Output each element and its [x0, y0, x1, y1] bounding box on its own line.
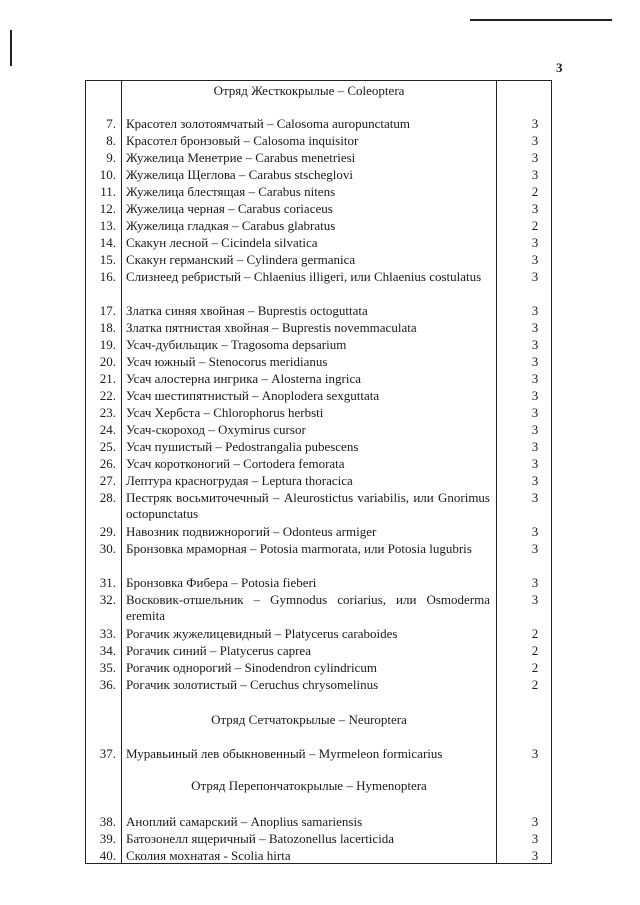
species-name: Жужелица Щеглова – Carabus stscheglovi — [126, 167, 353, 182]
category-value: 3 — [531, 746, 539, 761]
row-number: 38. — [99, 814, 116, 829]
row-number: 20. — [99, 354, 116, 369]
category-value: 3 — [531, 592, 539, 607]
section-header: Отряд Жесткокрылые – Coleoptera — [213, 83, 405, 98]
row-number: 31. — [99, 575, 116, 590]
species-name: Бронзовка Фибера – Potosia fieberi — [126, 575, 317, 590]
category-value: 3 — [531, 133, 539, 148]
species-name: Златка пятнистая хвойная – Buprestis novemmaculata — [126, 320, 417, 335]
category-value: 3 — [531, 150, 539, 165]
species-name: Скакун германский – Cylindera germanica — [126, 252, 356, 267]
species-name: Рогачик золотистый – Ceruchus chrysomelinus — [126, 677, 379, 692]
species-name: Златка синяя хвойная – Buprestis octoguttata — [126, 303, 368, 318]
category-value: 3 — [531, 541, 539, 556]
species-name: Усач южный – Stenocorus meridianus — [126, 354, 328, 369]
row-number: 24. — [99, 422, 116, 437]
scan-mark-left-bar — [10, 30, 12, 66]
species-name: Жужелица Менетрие – Carabus menetriesi — [126, 150, 356, 165]
section-header: Отряд Сетчатокрылые – Neuroptera — [211, 712, 407, 727]
row-number: 16. — [99, 269, 116, 284]
row-number: 9. — [106, 150, 116, 165]
row-number: 36. — [99, 677, 116, 692]
category-value: 3 — [531, 252, 539, 267]
category-value: 3 — [531, 167, 539, 182]
category-value: 3 — [531, 405, 539, 420]
category-value: 3 — [531, 371, 539, 386]
species-table — [85, 80, 552, 864]
species-name: Бронзовка мраморная – Potosia marmorata, или Potosia lugubris — [126, 541, 472, 556]
category-value: 3 — [531, 116, 539, 131]
row-number: 7. — [106, 116, 116, 131]
species-name: Усач шестипятнистый – Anoplodera sexguttata — [126, 388, 380, 403]
species-name: Жужелица черная – Carabus coriaceus — [126, 201, 333, 216]
species-name: Восковик-отшельник – Gymnodus coriarius, или Osmoderma eremita — [126, 592, 490, 623]
category-value: 2 — [531, 677, 539, 692]
row-number: 37. — [99, 746, 116, 761]
category-value: 3 — [531, 235, 539, 250]
species-name: Усач-дубильщик – Tragosoma depsarium — [126, 337, 347, 352]
species-name: Красотел золотоямчатый – Calosoma auropunctatum — [126, 116, 410, 131]
category-value: 3 — [531, 848, 539, 863]
species-name: Слизнеед ребристый – Chlaenius illigeri, или Chlaenius costulatus — [126, 269, 482, 284]
row-number: 32. — [99, 592, 116, 607]
row-number: 21. — [99, 371, 116, 386]
category-value: 3 — [531, 388, 539, 403]
row-number: 39. — [99, 831, 116, 846]
category-value: 3 — [531, 320, 539, 335]
species-name: Усач алостерна ингрика – Alosterna ingrica — [126, 371, 361, 386]
species-name: Скакун лесной – Cicindela silvatica — [126, 235, 318, 250]
row-number: 33. — [99, 626, 116, 641]
species-name: Муравьиный лев обыкновенный – Myrmeleon formicarius — [126, 746, 443, 761]
species-name: Жужелица гладкая – Carabus glabratus — [126, 218, 336, 233]
category-value: 3 — [531, 201, 539, 216]
category-value: 2 — [531, 643, 539, 658]
category-value: 3 — [531, 831, 539, 846]
row-number: 29. — [99, 524, 116, 539]
species-name: Усач-скороход – Oxymirus cursor — [126, 422, 306, 437]
category-value: 3 — [531, 337, 539, 352]
category-value: 3 — [531, 473, 539, 488]
category-value: 3 — [531, 422, 539, 437]
scan-mark-top-line — [470, 19, 612, 21]
species-name: Батозонелл ящеричный – Batozonellus lacerticida — [126, 831, 395, 846]
category-value: 2 — [531, 626, 539, 641]
row-number: 35. — [99, 660, 116, 675]
row-number: 10. — [99, 167, 116, 182]
species-name: Аноплий самарский – Anoplius samariensis — [126, 814, 363, 829]
species-name: Рогачик синий – Platycerus caprea — [126, 643, 311, 658]
section-header: Отряд Перепончатокрылые – Hymenoptera — [191, 778, 427, 793]
species-name: Навозник подвижнорогий – Odonteus armiger — [126, 524, 377, 539]
species-name: Жужелица блестящая – Carabus nitens — [126, 184, 336, 199]
row-number: 27. — [99, 473, 116, 488]
category-value: 3 — [531, 814, 539, 829]
column-divider-category — [496, 81, 497, 863]
category-value: 3 — [531, 354, 539, 369]
row-number: 26. — [99, 456, 116, 471]
row-number: 15. — [99, 252, 116, 267]
row-number: 13. — [99, 218, 116, 233]
page-number: 3 — [556, 60, 563, 75]
row-number: 14. — [99, 235, 116, 250]
row-number: 19. — [99, 337, 116, 352]
row-number: 40. — [99, 848, 116, 863]
row-number: 11. — [100, 184, 116, 199]
species-name: Рогачик жужелицевидный – Platycerus caraboides — [126, 626, 398, 641]
row-number: 8. — [106, 133, 116, 148]
row-number: 22. — [99, 388, 116, 403]
row-number: 30. — [99, 541, 116, 556]
category-value: 3 — [531, 575, 539, 590]
species-name: Пестряк восьмиточечный – Aleurostictus variabilis, или Gnorimus octopunctatus — [126, 490, 490, 521]
column-divider-name — [121, 81, 122, 863]
species-name: Сколия мохнатая - Scolia hirta — [126, 848, 291, 863]
species-name: Усач Хербста – Chlorophorus herbsti — [126, 405, 324, 420]
category-value: 3 — [531, 303, 539, 318]
row-number: 12. — [99, 201, 116, 216]
category-value: 3 — [531, 524, 539, 539]
category-value: 3 — [531, 269, 539, 284]
species-name: Усач пушистый – Pedostrangalia pubescens — [126, 439, 359, 454]
species-name: Лептура красногрудая – Leptura thoracica — [126, 473, 353, 488]
category-value: 3 — [531, 490, 539, 505]
category-value: 3 — [531, 439, 539, 454]
category-value: 2 — [531, 660, 539, 675]
row-number: 18. — [99, 320, 116, 335]
category-value: 2 — [531, 184, 539, 199]
species-name: Рогачик однорогий – Sinodendron cylindricum — [126, 660, 377, 675]
row-number: 34. — [99, 643, 116, 658]
category-value: 3 — [531, 456, 539, 471]
row-number: 17. — [99, 303, 116, 318]
row-number: 28. — [99, 490, 116, 505]
category-value: 2 — [531, 218, 539, 233]
species-name: Усач коротконогий – Cortodera femorata — [126, 456, 345, 471]
species-name: Красотел бронзовый – Calosoma inquisitor — [126, 133, 359, 148]
row-number: 25. — [99, 439, 116, 454]
row-number: 23. — [99, 405, 116, 420]
